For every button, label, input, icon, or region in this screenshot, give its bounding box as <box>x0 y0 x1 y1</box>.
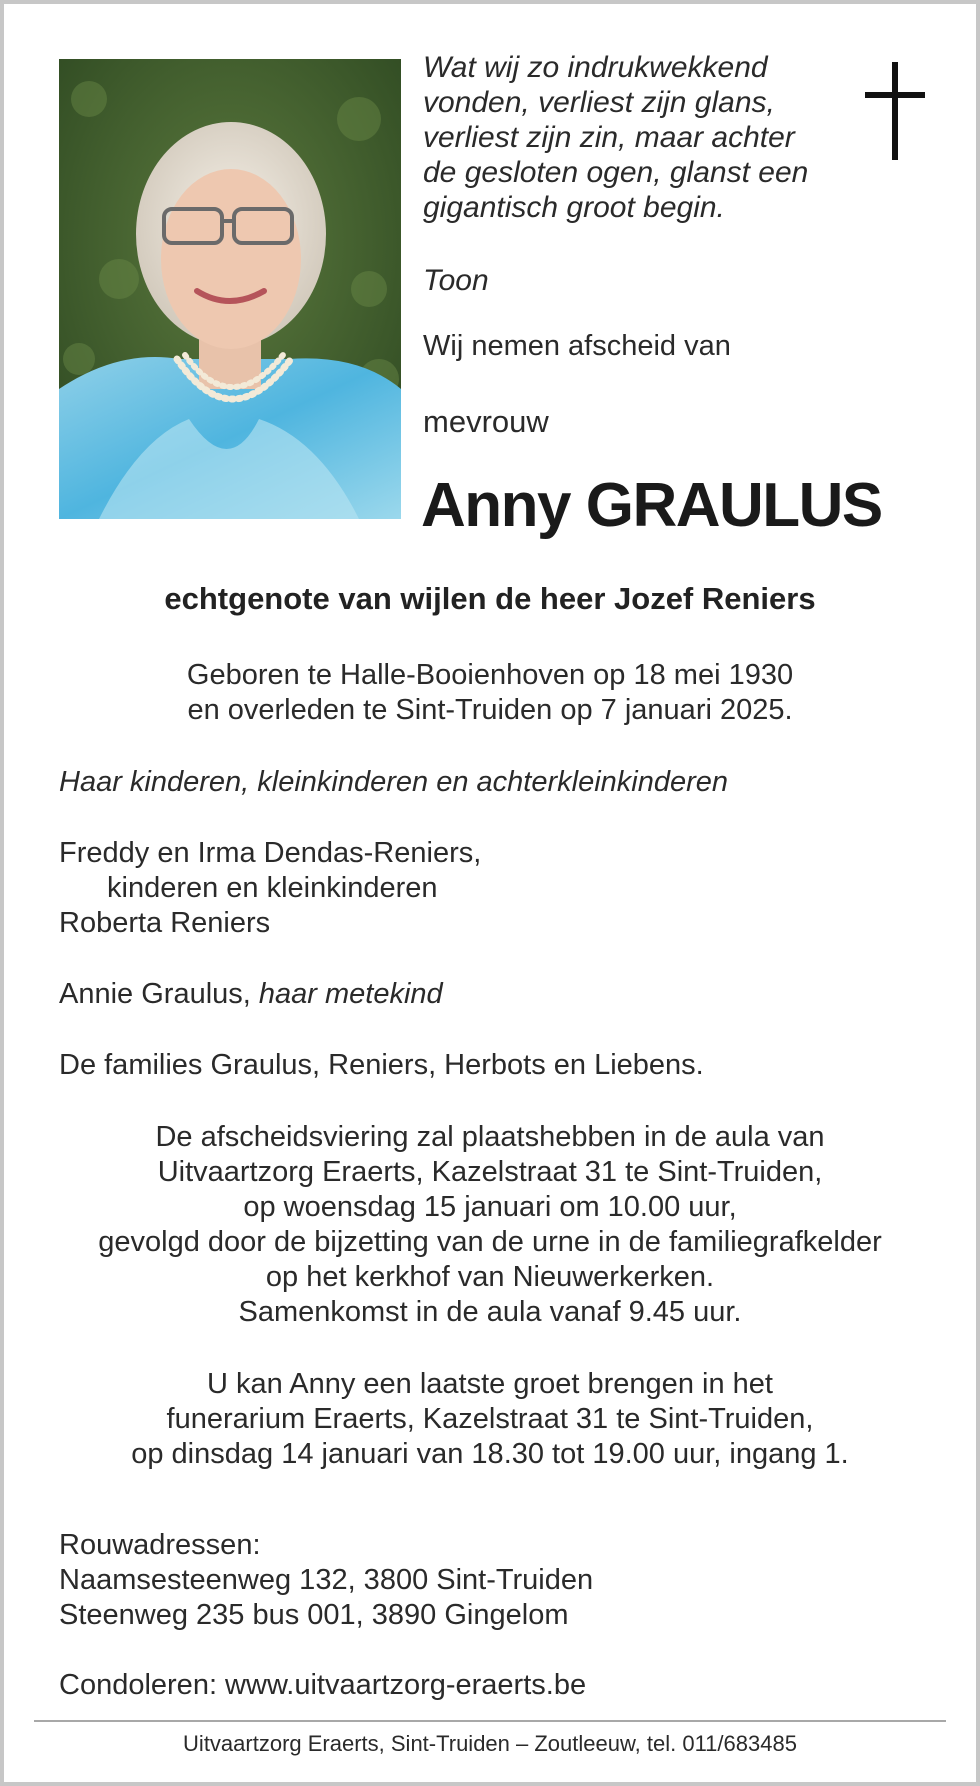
visitation-block <box>0 1367 980 1472</box>
ceremony-line: gevolgd door de bijzetting van de urne in de familiegrafkelder <box>98 1226 882 1258</box>
cross-icon <box>865 62 925 160</box>
visitation-line: funerarium Eraerts, Kazelstraat 31 te Sint-Truiden, <box>166 1403 814 1435</box>
ceremony-line: Samenkomst in de aula vanaf 9.45 uur. <box>238 1296 742 1328</box>
godchild-line <box>59 977 443 1012</box>
families-line: De families Graulus, Reniers, Herbots en Liebens. <box>59 1049 704 1081</box>
visitation-line: op dinsdag 14 januari van 18.30 tot 19.00 uur, ingang 1. <box>131 1438 849 1470</box>
ceremony-line: De afscheidsviering zal plaatshebben in de aula van <box>155 1121 825 1153</box>
poem-line: de gesloten ogen, glanst een <box>423 156 809 189</box>
visitation-line: U kan Anny een laatste groet brengen in het <box>207 1368 773 1400</box>
address-line: Steenweg 235 bus 001, 3890 Gingelom <box>59 1599 569 1631</box>
ceremony-line: op woensdag 15 januari om 10.00 uur, <box>243 1191 737 1223</box>
addresses-block <box>59 1528 593 1633</box>
addresses-label: Rouwadressen: <box>59 1529 261 1561</box>
poem-line: gigantisch groot begin. <box>423 191 725 224</box>
birth-death-block <box>0 658 980 728</box>
death-line: en overleden te Sint-Truiden op 7 januari 2025. <box>187 694 793 726</box>
poem-line: verliest zijn zin, maar achter <box>423 121 795 154</box>
family-heading: Haar kinderen, kleinkinderen en achterkleinkinderen <box>59 766 729 798</box>
deceased-name: Anny GRAULUS <box>421 471 882 540</box>
godchild-relation: haar metekind <box>258 978 443 1010</box>
ceremony-block <box>0 1120 980 1330</box>
condolence-line: Condoleren: www.uitvaartzorg-eraerts.be <box>59 1669 587 1701</box>
birth-line: Geboren te Halle-Booienhoven op 18 mei 1930 <box>186 659 794 691</box>
ceremony-line: op het kerkhof van Nieuwerkerken. <box>265 1261 715 1293</box>
intro-text: Wij nemen afscheid van <box>423 330 731 362</box>
poem-line: Wat wij zo indrukwekkend <box>423 51 768 84</box>
ceremony-line: Uitvaartzorg Eraerts, Kazelstraat 31 te Sint-Truiden, <box>157 1156 823 1188</box>
poem-line: vonden, verliest zijn glans, <box>423 86 775 119</box>
child-line: Roberta Reniers <box>59 907 271 939</box>
footer-text: Uitvaartzorg Eraerts, Sint-Truiden – Zoutleeuw, tel. 011/683485 <box>183 1731 797 1756</box>
godchild-name: Annie Graulus, <box>59 978 259 1010</box>
poem-author: Toon <box>423 264 489 297</box>
footer-divider <box>34 1720 946 1722</box>
child-line: kinderen en kleinkinderen <box>107 872 438 904</box>
poem <box>423 50 843 225</box>
children-block <box>59 836 481 941</box>
honorific: mevrouw <box>423 404 549 439</box>
spouse-line: echtgenote van wijlen de heer Jozef Reniers <box>164 581 816 616</box>
child-line: Freddy en Irma Dendas-Reniers, <box>59 837 482 869</box>
address-line: Naamsesteenweg 132, 3800 Sint-Truiden <box>59 1564 594 1596</box>
portrait-photo <box>59 59 401 519</box>
